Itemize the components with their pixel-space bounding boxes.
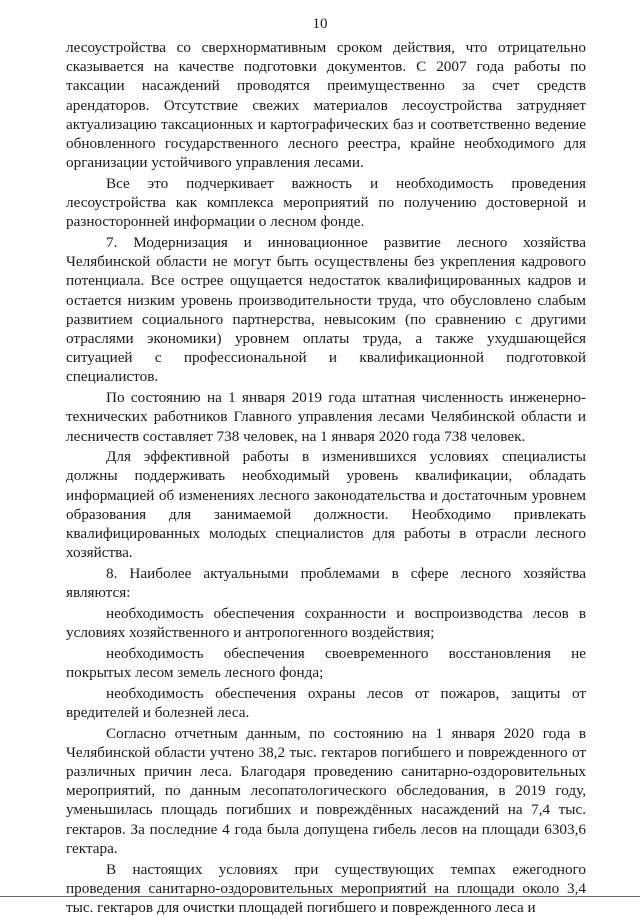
problem-list-item-protection: необходимость обеспечения охраны лесов от пожаров, защиты от вредителей и болезней леса. [66, 684, 586, 721]
page-number: 10 [312, 16, 328, 32]
problem-list-item-preservation: необходимость обеспечения сохранности и воспроизводства лесов в условиях хозяйственного и антропогенного воздействия; [66, 604, 586, 642]
paragraph-item-8-problems: 8. Наиболее актуальными проблемами в сфере лесного хозяйства являются: [66, 564, 586, 602]
paragraph-qualification: Для эффективной работы в изменившихся условиях специалисты должны поддерживать необходимый уровень квалификации, обладать информацией об изменениях лесного законодательства и достаточным уровнем образования для занимаемой должности. Необходимо привлекать квалифицированных молодых специалистов для работы в отрасли лесного хозяйства. [66, 448, 586, 562]
paragraph-forest-inventory-continuation: лесоустройства со сверхнормативным сроком действия, что отрицательно сказывается на качестве подготовки документов. С 2007 года работы по таксации насаждений проводятся преимущественно за счет средств арендаторов. Отсутствие свежих материалов лесоустройства затрудняет актуализацию таксационных и картографических баз и соответственно ведение обновленного государственного лесного реестра, крайне необходимого для организации устойчивого управления лесами. [66, 39, 586, 172]
paragraph-forest-inventory-importance: Все это подчеркивает важность и необходимость проведения лесоустройства как комплекса мероприятий по получению достоверной и разносторонней информации о лесном фонде. [66, 174, 586, 231]
page-bottom-divider [0, 896, 640, 897]
paragraph-dead-forest-report: Согласно отчетным данным, по состоянию на 1 января 2020 года в Челябинской области учтено 38,2 тыс. гектаров погибшего и поврежденного от различных причин леса. Благодаря проведению санитарно-оздоровительных мероприятий, по данным лесопатологического обследования, в 2019 году, уменьшилась площадь погибших и повреждённых насаждений на 7,4 тыс. гектаров. За последние 4 года была допущена гибель лесов на площади 6303,6 гектара. [66, 724, 586, 857]
document-body [66, 38, 586, 919]
paragraph-sanitary-measures: В настоящих условиях при существующих темпах ежегодного проведения санитарно-оздоровительных мероприятий на площади около 3,4 тыс. гектаров для очистки площадей погибшего и поврежденного леса и [66, 860, 586, 916]
paragraph-staff-count: По состоянию на 1 января 2019 года штатная численность инженерно-технических работников Главного управления лесами Челябинской области и лесничеств составляет 738 человек, на 1 января 2020 года 738 человек. [66, 389, 586, 445]
problem-list-item-restoration: необходимость обеспечения своевременного восстановления не покрытых лесом земель лесного фонда; [66, 644, 586, 681]
paragraph-item-7-personnel: 7. Модернизация и инновационное развитие лесного хозяйства Челябинской области не могут быть осуществлены без укрепления кадрового потенциала. Все острее ощущается недостаток квалифицированных кадров и остается низким уровень производительности труда, что обусловлено слабым развитием социального партнерства, невысоким (по сравнению с другими отраслями экономики) уровнем оплаты труда, а также ухудшающейся ситуацией с профессиональной и квалификационной подготовкой специалистов. [66, 234, 586, 386]
